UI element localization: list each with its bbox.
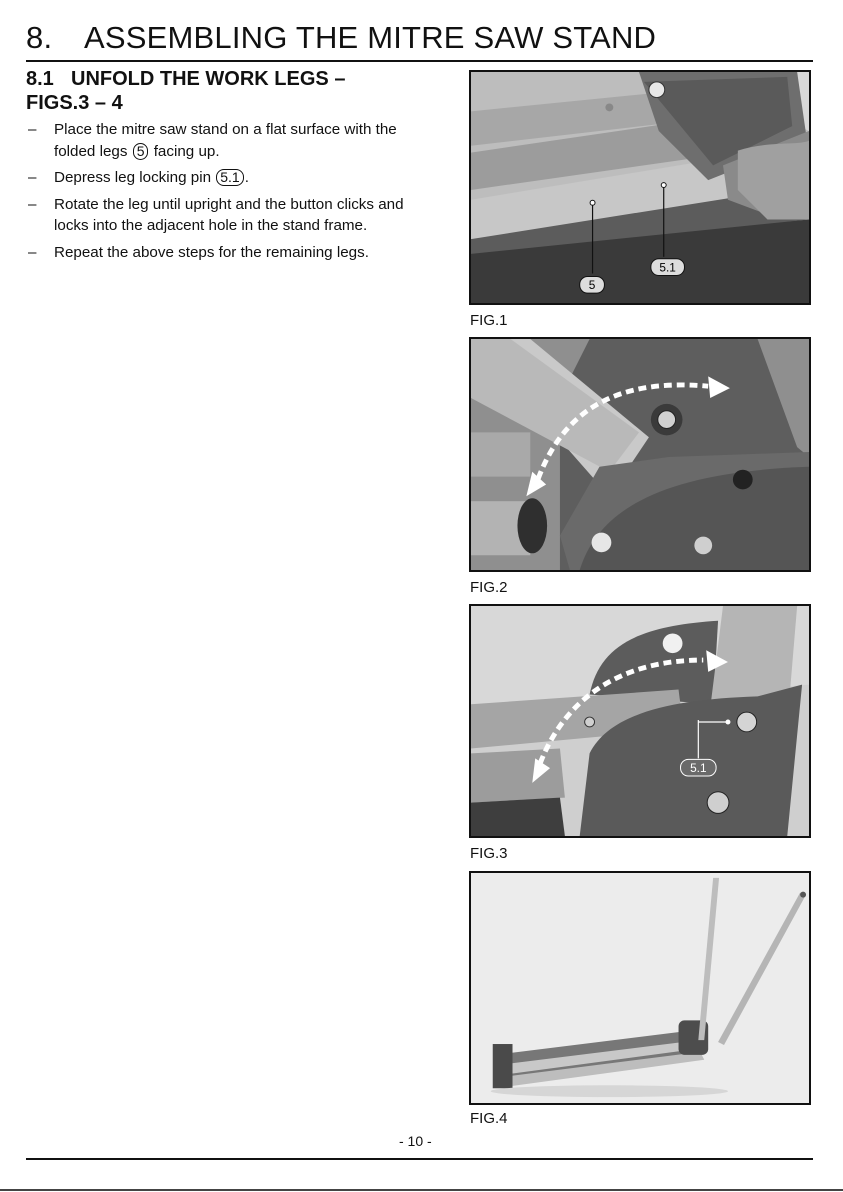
instruction-step — [26, 242, 441, 264]
instruction-step — [26, 119, 441, 162]
callout-badge: 5 — [133, 143, 149, 160]
step-text: Depress leg locking pin — [54, 169, 216, 186]
callout-badge: 5.1 — [216, 169, 243, 186]
folded-legs-photo — [471, 72, 809, 303]
figure-4-photo — [469, 871, 811, 1105]
title-rule — [26, 60, 813, 62]
page-title — [26, 20, 656, 56]
list-dash: – — [28, 121, 37, 138]
chapter-title: ASSEMBLING THE MITRE SAW STAND — [84, 20, 657, 55]
figure-1-photo — [469, 70, 811, 305]
step-text-end: . — [244, 169, 249, 186]
section-heading-line2: FIGS.3 – 4 — [26, 92, 123, 114]
page-number: - 10 - — [399, 1133, 432, 1149]
section-number: 8.1 — [26, 68, 54, 90]
step-text-end: facing up. — [149, 142, 220, 160]
leg-rotation-photo — [471, 339, 809, 570]
list-dash: – — [28, 169, 37, 186]
callout-5-1: 5.1 — [659, 260, 676, 275]
step-text: Rotate the leg until upright and the button clicks and locks into the adjacent hole in the stand frame. — [54, 195, 404, 234]
page-edge-rule — [0, 1189, 843, 1191]
list-dash: – — [28, 195, 37, 213]
instruction-list — [26, 119, 441, 268]
instruction-step — [26, 194, 441, 237]
figure-4-caption: FIG.4 — [470, 1110, 508, 1127]
list-dash: – — [28, 243, 37, 261]
section-heading-line1: UNFOLD THE WORK LEGS – — [71, 68, 346, 90]
callout-5-1: 5.1 — [690, 761, 707, 776]
leg-upright-photo — [471, 606, 809, 836]
footer-rule — [26, 1158, 813, 1160]
instruction-step — [26, 167, 441, 189]
figure-3-photo — [469, 604, 811, 838]
figure-2-photo — [469, 337, 811, 572]
figure-2-caption: FIG.2 — [470, 579, 508, 596]
step-text: Repeat the above steps for the remaining legs. — [54, 243, 369, 261]
figure-1-caption: FIG.1 — [470, 312, 508, 329]
legs-unfolded-photo — [471, 873, 809, 1103]
section-heading — [26, 67, 446, 115]
callout-5: 5 — [588, 278, 596, 293]
chapter-number: 8. — [26, 20, 53, 55]
figure-3-caption: FIG.3 — [470, 845, 508, 862]
step-text: Place the mitre saw stand on a flat surface with the folded legs — [54, 121, 397, 160]
